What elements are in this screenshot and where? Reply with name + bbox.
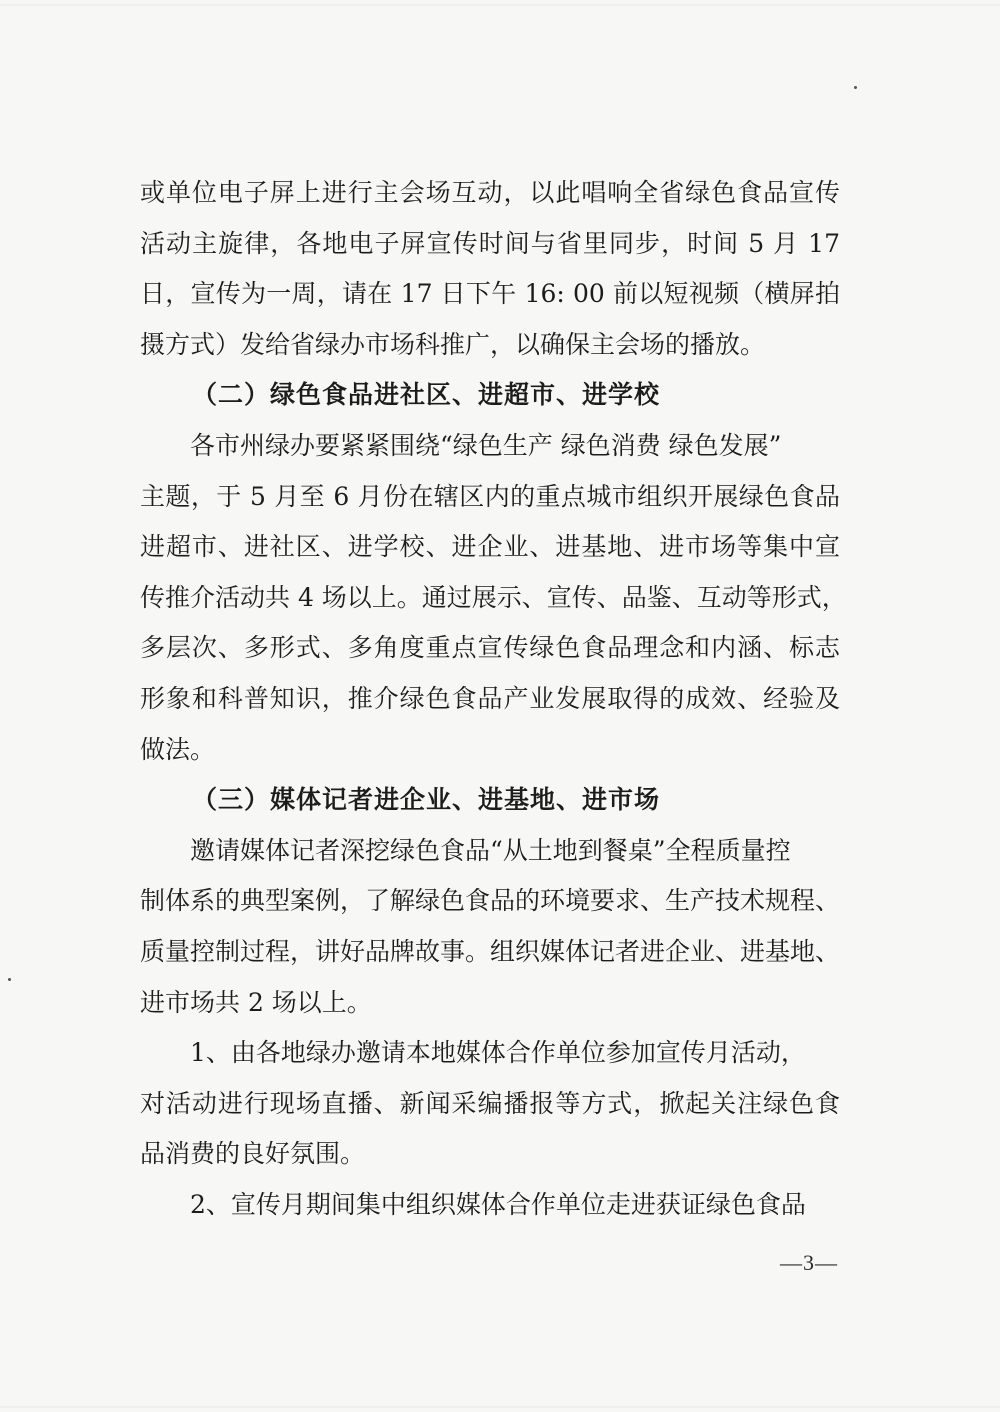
text-line: 主题，于 5 月至 6 月份在辖区内的重点城市组织开展绿色食品 (140, 481, 840, 511)
scan-speck (8, 978, 11, 981)
section-heading: （三）媒体记者进企业、进基地、进市场 (192, 785, 661, 815)
text-line: 邀请媒体记者深挖绿色食品“从土地到餐桌”全程质量控 (190, 835, 791, 865)
scan-speck (854, 86, 857, 89)
text-line: 传推介活动共 4 场以上。通过展示、宣传、品鉴、互动等形式， (140, 582, 847, 612)
text-line: 多层次、多形式、多角度重点宣传绿色食品理念和内涵、标志 (140, 633, 840, 663)
text-line: 做法。 (140, 734, 216, 764)
document-body (140, 168, 847, 1230)
text-line: 品消费的良好氛围。 (140, 1139, 366, 1169)
list-item: 1、由各地绿办邀请本地媒体合作单位参加宣传月活动， (190, 1038, 806, 1068)
text-line: 对活动进行现场直播、新闻采编播报等方式，掀起关注绿色食 (140, 1088, 840, 1118)
text-line: 或单位电子屏上进行主会场互动，以此唱响全省绿色食品宣传 (140, 178, 840, 207)
scan-edge (0, 1406, 1000, 1408)
text-line: 摄方式）发给省绿办市场科推广，以确保主会场的播放。 (140, 329, 766, 359)
text-line: 日，宣传为一周，请在 17 日下午 16: 00 前以短视频（横屏拍 (140, 279, 840, 309)
text-line: 进市场共 2 场以上。 (140, 987, 372, 1017)
text-line: 质量控制过程，讲好品牌故事。组织媒体记者进企业、进基地、 (140, 936, 841, 966)
page-number: —3— (780, 1250, 838, 1275)
section-heading: （二）绿色食品进社区、进超市、进学校 (192, 380, 661, 410)
text-line: 活动主旋律，各地电子屏宣传时间与省里同步，时间 5 月 17 (140, 228, 840, 258)
text-line: 各市州绿办要紧紧围绕“绿色生产 绿色消费 绿色发展” (190, 430, 782, 460)
scan-edge (0, 4, 1000, 6)
list-item: 2、宣传月期间集中组织媒体合作单位走进获证绿色食品 (190, 1189, 806, 1219)
text-line: 制体系的典型案例，了解绿色食品的环境要求、生产技术规程、 (140, 886, 841, 916)
text-line: 进超市、进社区、进学校、进企业、进基地、进市场等集中宣 (140, 532, 840, 562)
text-line: 形象和科普知识，推介绿色食品产业发展取得的成效、经验及 (140, 683, 840, 713)
